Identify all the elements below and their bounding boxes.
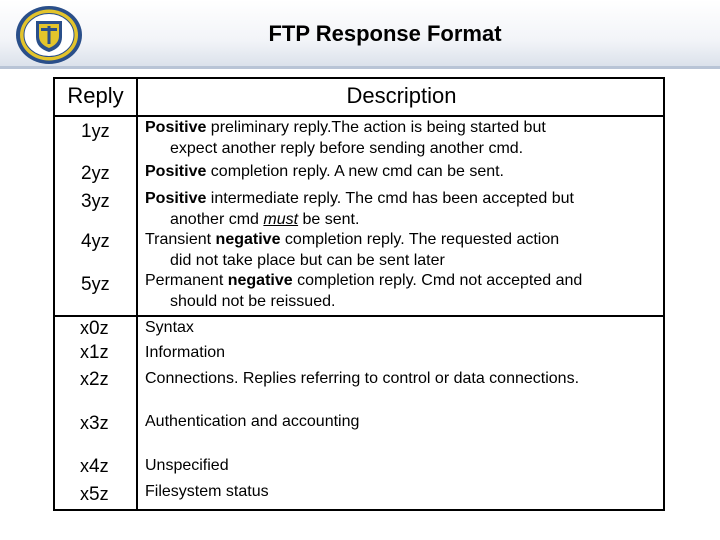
description-text: intermediate reply. The cmd has been accepted but bbox=[206, 190, 574, 207]
description-continuation: expect another reply before sending another cmd. bbox=[170, 139, 524, 157]
reply-code: x0z bbox=[80, 318, 109, 339]
description-x4z: Unspecified bbox=[145, 457, 229, 474]
description-text: completion reply. A new cmd can be sent. bbox=[206, 163, 504, 180]
reply-code: 3yz bbox=[81, 191, 110, 212]
reply-code: 4yz bbox=[81, 231, 110, 252]
description-column-header: Description bbox=[346, 83, 457, 108]
reply-column-header: Reply bbox=[67, 83, 124, 108]
emphasis-text: negative bbox=[227, 272, 293, 289]
description-text: another cmd bbox=[170, 210, 264, 228]
header-rule bbox=[0, 66, 720, 69]
emphasis-text: Positive bbox=[145, 119, 207, 136]
emphasis-text: Positive bbox=[145, 190, 207, 207]
description-text: be sent. bbox=[298, 210, 360, 228]
reply-code: x2z bbox=[80, 369, 109, 390]
reply-code: 1yz bbox=[81, 121, 110, 142]
description-x0z: Syntax bbox=[145, 319, 194, 336]
description-1yz bbox=[145, 118, 660, 159]
description-3yz-5yz bbox=[145, 189, 660, 312]
description-x1z: Information bbox=[145, 344, 226, 361]
group-divider bbox=[53, 315, 665, 317]
emphasis-text: negative bbox=[215, 231, 281, 248]
emphasis-text: must bbox=[263, 210, 299, 228]
reply-code: x3z bbox=[80, 413, 109, 434]
reply-code: x1z bbox=[80, 342, 109, 363]
description-text: completion reply. The requested action bbox=[280, 231, 560, 248]
description-text: Transient bbox=[145, 231, 216, 248]
slide-title: FTP Response Format bbox=[268, 21, 502, 46]
reply-code: 2yz bbox=[81, 163, 110, 184]
header-row-divider bbox=[53, 115, 665, 117]
reply-code: x4z bbox=[80, 456, 109, 477]
description-2yz bbox=[145, 162, 660, 183]
description-continuation: should not be reissued. bbox=[170, 292, 336, 310]
description-text: preliminary reply.The action is being started but bbox=[206, 119, 546, 136]
description-x3z: Authentication and accounting bbox=[145, 413, 360, 430]
reply-code: x5z bbox=[80, 484, 109, 505]
description-x2z: Connections. Replies referring to control or data connections. bbox=[145, 370, 580, 387]
column-divider bbox=[136, 77, 138, 511]
description-text: Permanent bbox=[145, 272, 228, 289]
reply-code: 5yz bbox=[81, 274, 110, 295]
description-x5z: Filesystem status bbox=[145, 483, 269, 500]
description-text: completion reply. Cmd not accepted and bbox=[292, 272, 583, 289]
emphasis-text: Positive bbox=[145, 163, 207, 180]
description-continuation: did not take place but can be sent later bbox=[170, 251, 445, 269]
